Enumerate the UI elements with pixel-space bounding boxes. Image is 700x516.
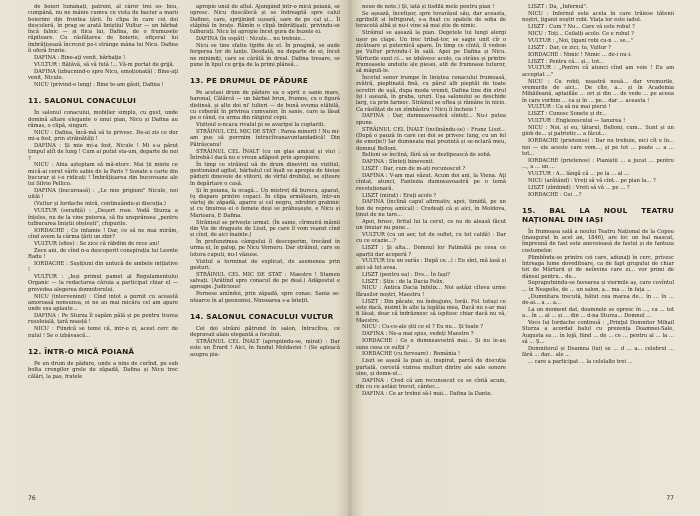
- page-number-right: 77: [666, 495, 674, 502]
- paragraph: Strănisul se privește urmat. (În sanie, cîrmuiră mâinii din Vis de draguste de Liszt, pe care îl vom reanzi cînd și cînd, de aici înainte.): [190, 219, 340, 239]
- paragraph: Încetul senor irumpe în liniștea conacului frumoasă, zvâtră, pieptinată fină, cu părul alb pieptăt de toate ocrotiri de ușă, dupa moda vremii, Dafina tine din strul Iși i așează, în graba, ururi. Ușa salonului se deschide larg, ca prin farmec. Străinul se oftea și rămâne în nicio. Ca răsfățat de un zîmbăstru ! Nicu îi încheie !: [356, 75, 506, 113]
- paragraph: LISZT : Pentru că... și... tot...: [528, 58, 605, 65]
- paragraph: Supraputnindu-se favoarea și viermile aș, care cuvîntul ... în Neapolis, de ... un salon, a... ma ... în fața ...: [522, 280, 674, 293]
- paragraph: DAFINA : Ne-a mai spus, vedeți Maestre ?: [362, 331, 474, 338]
- paragraph: DAFINA : Cred că am recunoscut ce se cîntă acum, din cu ce astăzi trecut, cântec...: [356, 377, 506, 391]
- left-page: [28, 4, 340, 504]
- paragraph: Zece ani, de cînd n-a descoperit conspirația lui Leonte Radu !: [28, 247, 178, 261]
- paragraph: nouo de note.) Și, iată și tisdilă mele pentru pian !: [362, 4, 495, 10]
- paragraph: La un moment dat, doamnele se opresc în ..., ca ... tot a... în ... al ... și ... din ... d-na Sturza... Domnul ...: [522, 306, 674, 320]
- paragraph: NICU (arătând) : Vreți să vă cînt... pe pian la... ?: [528, 177, 656, 184]
- paragraph: VULTUR : „Ieși primul pamet al Regulamentului Organic — la redactarea căruia a participat chiar el — prevedea alegerea domnitorului.: [28, 274, 178, 293]
- paragraph: LISZT (zîmbind) : Vreti să vă ... pe ... ?: [528, 184, 630, 191]
- paragraph: NICU : Noi, și eu, tătarul, Belloni, cum... Sunt și un glob de... și patriotic... a făcut...: [522, 125, 674, 138]
- paragraph: DAFINA : Pe Sturza îl sapăm pâlă și pe pentru trarea rusoloială, țară noasță !: [28, 313, 178, 326]
- right-page: [356, 4, 674, 504]
- paragraph: NICU : Toți... Ceilalți acolo. Ce e robul ?: [528, 30, 634, 37]
- paragraph: IORDACHE (prietenos) : Pianiștii ... a jucat ... pentru ..., a ... un ...: [522, 157, 674, 171]
- paragraph: DAFINA : Bine-aţi venit, bărbaţie !: [34, 54, 126, 61]
- right-column-2: [522, 4, 674, 492]
- paragraph: IORDACHE : Cei ...?: [528, 191, 582, 198]
- paragraph: (Vultur și Iordache intră, continuându-și discuția.): [34, 201, 166, 208]
- left-col1-intro: [28, 4, 178, 88]
- paragraph: apropie unul de altul. Ajungând într-o mică poiană, se opresc. Nicu descălecă și se îndreaptă spre calul Dafinei, care, sprijinind ușoară, sare de pe cal și... Îl stăpînă în brațe. Rămîn o clipă îmbrățișați, privindu-se tulburați. Nicu își apropie încet gura de buzele ei.: [190, 4, 340, 36]
- paragraph: de boieri lumânați, patroni, al căror trei so- beu, cumpănă, nu ne mânie cumva cu vista de baciur a marii boierimi din frontea țării. În clipa în care cei doi descoleră, în prag se arată liniștiul Vultur — un bărbat încă falnic — și fiica lui, Dafina, de o frumusețe răpitoare. Cu răsfățarea de boierie, ofiçeral lui îmbrățișează încrezut pe-i strânge mâna lui Nicu. Dafina îi oferă frunte.: [28, 4, 178, 55]
- paragraph: IORDACHE : Sușițiuni din untucă de ambele inițiative !: [28, 261, 178, 274]
- section-heading-15: 15. BAL LA NOUL TEATRU NAȚIONAL DIN IAȘI: [522, 205, 674, 224]
- paragraph: LISZT : Dar, ce zici, tu, Vultur ?: [528, 44, 611, 51]
- paragraph: VULTUR : A... lângă că ... pe la ... al ...: [528, 170, 630, 177]
- paragraph: În frumoasa sală a noului Teatru Național de la Copou (inaugurat în acel an, 1846), are loc un bal mascat, împreună de fast este anevoioasă de fastul și de fanteza costumelor.: [522, 228, 674, 254]
- paragraph: Belloni se înclină, fără să se dezlipească de sobă.: [362, 152, 492, 159]
- paragraph: IORDACHE : Ce o dumneavostră mai... Și nu le-au sune ceea ce sulții ?: [356, 338, 506, 351]
- paragraph: STRĂINUL CEL MIC DE STAT : Parea minerit ! Nu mi-am pus să porrnim întrucîtvanavuntandadică! Din Pătrășcanu!: [190, 129, 340, 148]
- paragraph: STRĂINUL CEL ÎNALT (cu un glas amical și viu) : Întrebă-l dacă nu e vreun adăpost prin apropiere.: [190, 148, 340, 161]
- paragraph: DAFINA : Dar, dumneavoastră sînteți... Nu-i putea spune.: [356, 113, 506, 126]
- paragraph: LISZT : Știu : de la Dacia Felix.: [362, 278, 445, 285]
- section-14-body: [190, 326, 340, 358]
- paragraph: VULTUR (sfios) : Se zice că răbdim de rece ani!: [34, 240, 160, 247]
- paragraph: LISZT : Cum ? Nu... Care vă este robul ?: [528, 24, 635, 31]
- paragraph: DAFINA : Sînteți binevenit.: [362, 159, 435, 166]
- paragraph: IORDACHE (cu fervoare) : România !: [362, 351, 461, 358]
- paragraph: NICU : Infernul este acela în care trăiese tătenii noștri, țiganii noștri robi. Viața lor este iadul.: [522, 10, 674, 24]
- paragraph: NICU : Cu robii, noastră nouă... dar vremurile, vremurile de aici... De cîte, a... și în Academia Mihăileană, aptaiilăe ... ori și din ... de vede ... pe aceea în care vorbim ... ca și în ... pe... dar ... aceasta !: [522, 78, 674, 104]
- paragraph: Pornese amîndoi, prin zăpadă, spre conac. Sania se-ntoarce în al geenunisi, Ninsoarea s-a întețit.: [190, 291, 340, 304]
- section-heading-14: 14. SALONUL CONACULUI VULTUR: [190, 311, 334, 321]
- section-heading-12: 12. ÎNTR-O MICĂ POIANĂ: [28, 346, 135, 356]
- left-column-2: [190, 4, 340, 492]
- section-13-body: [190, 90, 340, 304]
- paragraph: În profunzimea câmpului îl descoperim, trecând în urma ei, în galop, pe Nicu Verneru. Dar străinul, care se lutora cuputi, nu-l văzuse.: [190, 239, 340, 258]
- paragraph: DAFINA (izbucnind-o spre Nicu, emoționată) : Bine-aţi venit, Nicule.: [28, 68, 178, 82]
- paragraph: LISZT : Cunosc Sonete și dr...: [528, 111, 607, 118]
- paragraph: IORDACHE : Ce infamie ! Dar, ce să ne mai mirăm, cînd avem la cârma țării un zbir?: [28, 227, 178, 241]
- paragraph: Străinul se așează la pian. Degetele lui lungi alergi ușor pe clape. Un trec tribat-tor, se sagie unit cîr o zicătoare și puternică apare. În timp ce cîntă, îl vedem pe Vultur privindu-l în sală. Apoi pe Dafina și Nicu. Vârfurile sunt ci... se izbăvesc acolo, ca strâns și printre frumoasele unduite ale piesei, atit de frumoase tuturor, să măguli-le.: [356, 30, 506, 75]
- paragraph: STRĂINUL CEL ÎNALT (inclinându-se) : Franz Liszt... (După o pauză în care cei doi se privesc lung, cu un fel de emoție!) Iar dumneata mai prezintă și se-nclară meu, domnul Belloni.: [356, 126, 506, 152]
- paragraph: Voco lui Iordache continuă : „Prinţul Domnitor Mihail Sturza a acordat balul cu prezența Doamnei-Sale, Augusta sa ... în lojă, fiind ... de ... ce ... pentru al ... la ... să ... Ș...: [522, 320, 674, 345]
- paragraph: NICU : Antica Dacia Infelix... Noi astăzi cîteva urme fărasilor noștri, Maestru !: [356, 285, 506, 298]
- paragraph: NICU : Dafina, încă-mă să te privesc. De-ai zis ce dor mi-a fost, prin străinătăți !: [28, 129, 178, 143]
- paragraph: „Dumnitara trecută, bătut cea marea de... în ... în ... de-ai... a ... a...: [522, 293, 674, 306]
- paragraph: VULTUR : „Noi, țigani robi cu-n ... se...": [528, 37, 633, 44]
- left-column-1: [28, 4, 178, 492]
- section-heading-11: 11. SALONUL CONACULUI: [28, 96, 137, 106]
- right-col2-body: [522, 4, 674, 198]
- paragraph: Vizitoul o-ncaca rivalul pi se avaripsi la cuptariti.: [196, 122, 326, 129]
- paragraph: STRĂINUL CEL MIC DE STAT : Maestro ! Stamen salvați. (Arătînd spre conacul de pe deal.) Adăpostul e aproape. Judicious!: [190, 271, 340, 291]
- paragraph: IORDACHE : Nimic ! Nimic ... de-i nu-i.: [528, 51, 632, 58]
- paragraph: Plimbîndu-se printre cei care, adunați în cerc, privesc întreaga lume doveditoare, ca de fapt grupului de chiar tot de Mărturii și de neînvins care zi... vor primi de dânsul pentru... de...: [522, 254, 674, 280]
- paragraph: LISZT : Și alta... Domnul lor Fatimătă pe ceea ce aparții dar acoperă ?: [356, 245, 506, 258]
- paragraph: LISZT (mirat) : Eraţi acolo ?: [362, 192, 437, 199]
- paragraph: NICU (privind-o lung) : Bine te-am găsit, Dafina !: [34, 81, 164, 88]
- paragraph: DAFINA : Și mie mi-a fost, Nicule ! Mi s-a părut timpul atît de lung ! Cum ai putut sta-um, departe de noi ?: [28, 142, 178, 162]
- paragraph: LISZT : Dar, cum de m-ați recunoscut ?: [362, 166, 466, 173]
- paragraph: VULTUR : Englezescului — Ianurea !: [528, 118, 626, 125]
- paragraph: LISZT : Da, „Infernul".: [528, 4, 588, 10]
- paragraph: Cei doi străini pătrund în salon, întrucîtva, ce depravaii alaiu elegantă a foculuii.: [190, 325, 340, 339]
- paragraph: Apoi, brusc, firitul lui la cerul, ce nu de aleasă făcut un tinuiar nu pune...: [356, 218, 506, 232]
- paragraph: VULTUR : „Pentru că atunci cînd am voie ! Eu am acceptat ...": [522, 65, 674, 78]
- paragraph: ... care a participat ... la celelalte trei ...: [528, 358, 633, 365]
- paragraph: VULTUR (cu un aer, tot de suflet, cu tot caldă) : Dar cu ce ocazie...?: [356, 232, 506, 245]
- paragraph: DAFINA : Ce ar trebui să-l mai... Dafina la Dante.: [362, 390, 493, 397]
- paragraph: LISZT (pentru ea) : Dvs... În Iași?: [362, 271, 450, 278]
- paragraph: VULTUR : Bătăvă, să vă fută !... Vă-m purtat de grijă.: [34, 61, 175, 68]
- paragraph: Se așează, încetișor, spre tovarășul său, dar aceasta, zgribulit și înfrigurat, s-a fixat cu spatele de soba de teracotă albă și nu-i vine să mai știe de nimic.: [356, 10, 506, 30]
- paragraph: VULTUR (cu un surâs : După ce...) : Eu sînt, mă lasă și aici să tot avea.: [356, 258, 506, 271]
- section-heading-13: 13. PE DRUMUL DE PĂDURE: [190, 76, 309, 86]
- paragraph: În salonul conacului, mobilier simplu, cu gust, unde domină altare elegante o unui pian, Nicu și Dafina au rămas, o clipă, singuri.: [28, 110, 178, 129]
- paragraph: LISZT : Din păcate, nu îndeajuns, Iorăi. Fol. totuși ce este dacă, nisimt în alte la legătia mea, Dacă nu s-ar mai fi lăsat, doar că îndrăznesc să ispitesc chiar dacă nu vă, Maestre.: [356, 298, 506, 324]
- right-column-1: [356, 4, 506, 492]
- paragraph: În timp ce străinul uă de drum dinevirii nu vizitiul, gestionând agitat, bărbatul cel înalt se apropie de hieișe pădurii dinevole de viitorii, de vîrful drobilul, se oțtesre în depărtare o casă.: [190, 161, 340, 187]
- paragraph: STRĂINUL CEL ÎNALT (apropiindu-se, mirat) : Dar este un Érard ! Aici, în fundul Moldaviei ! (Se apleacă asupra pia-: [190, 339, 340, 358]
- paragraph: Domnitorul și Doamna (lui) se ... d ... a... celebrul ... fără ... dar... ale ...: [522, 345, 674, 359]
- paragraph: DAFINA (în ospăt) : Nicule... nu trebuie...: [196, 36, 306, 43]
- paragraph: VULTUR : Ca să nu mai pierzi !: [528, 104, 611, 111]
- paragraph: DAFINA (înclină capul afirmativ, apoi, timidă, pe un ton de reproș amical) : Credeați că și aici, în Moldova, ținut de nu tare...: [356, 199, 506, 219]
- page-number-left: 76: [28, 495, 36, 502]
- paragraph: VULTUR (serafiță) : „Deșert rose. Vodă Sturza a înțeles, nu de la vine puterea, să fiu unsprânsea „pentru tulburarea liniștii obștești", chipurile.: [28, 208, 178, 227]
- paragraph: Și în poiana, la ocagă... Un mistreț dă bursca, aparat, tu dispare printre copaci. În clipa următoare, într-un vârtej de zăpadă, aparre și cel negru, zdrobiri grabinic și cu tinuirea ei o femeie deși se prăbușește, e Nicu și Marioara, E Dafina.: [190, 187, 340, 219]
- paragraph: Pe acelasi drum de pădure ea o aprit o sanie mare, haronal, Călărcă — un bărbat brun, frumos, cu o figură distinsă, și alte doi ni' tulieri — de bună evuma etăbilă, cu coborât în privirea cumvanor, în sanie, care ia lăsat pe o rând, cu urma din rătgirul cepii.: [190, 90, 340, 122]
- section-15-body: [522, 229, 674, 365]
- paragraph: Pe un drum de pădure, unde a nins de curînd, pe sub bolta crengilor grele de zăpadă, Dafina și Nicu trec călări, la pas, fratele: [28, 360, 178, 380]
- paragraph: NICU : Cu-ce-ale știi ce el ? Eu nu... Și toate ?: [362, 324, 484, 331]
- paragraph: Vizitul a terminat de explicat, de asemenea prin gesturi.: [190, 258, 340, 271]
- paragraph: DAFINA : V-am mai văzut. Acum doi ani, la Viena. Aţi cîntat, atunci, Fantezia dumneavoastră pe o temă revoluționară.: [356, 173, 506, 192]
- left-col2-intro: [190, 4, 340, 68]
- paragraph: IORDACHE (prietenos) : Dar nu trebuie, nici cît e în... noi — ele aceste care vom..., și pe tot ... poate ... a ... tot...: [522, 138, 674, 157]
- paragraph: DAFINA (bucuroasă) : „Le mie prigioni" Nicule, noi uităi !: [28, 188, 178, 201]
- paragraph: NICU : Fiindcă se teme că, intr-o zi, acest cerc de nulul ! Se o izbăvască...: [28, 326, 178, 339]
- paragraph: NICU (intervenind) : Cînd intot a pornit cu această amoroasă nonsunsa, ei ne au mai micăra cel am apare unde sus aplaute...: [28, 293, 178, 313]
- right-col1-body: [356, 4, 506, 397]
- paragraph: NICU : Abia așteptam să mă-ntorc. Mai ții minte ce mică-ai cerut vârfe sabie de la Paris ? Sonate e carte din bucurar și i-o ridicați ! Îmbrățișarea din bucovoane ale lui Silvio Pellico.: [28, 162, 178, 188]
- section-12-body: [28, 361, 178, 380]
- paragraph: Liszt se așază la pian și, inspirat, parcă de discuția purtată, cercetă vizirea mulluri dintre ale sale sonore sine, și domn-ul...: [356, 358, 506, 377]
- paragraph: Nicu se tine sfatiu tipifie de el. În preajmă, se aude fergerea lor de lanțe. Deodată, nu departe de ei, încet ne minimiți, care se cărătă în dreal. Dafina tresare, se pune în lipul cu grija de la primi plânsă...: [190, 42, 340, 68]
- section-11-body: [28, 110, 178, 339]
